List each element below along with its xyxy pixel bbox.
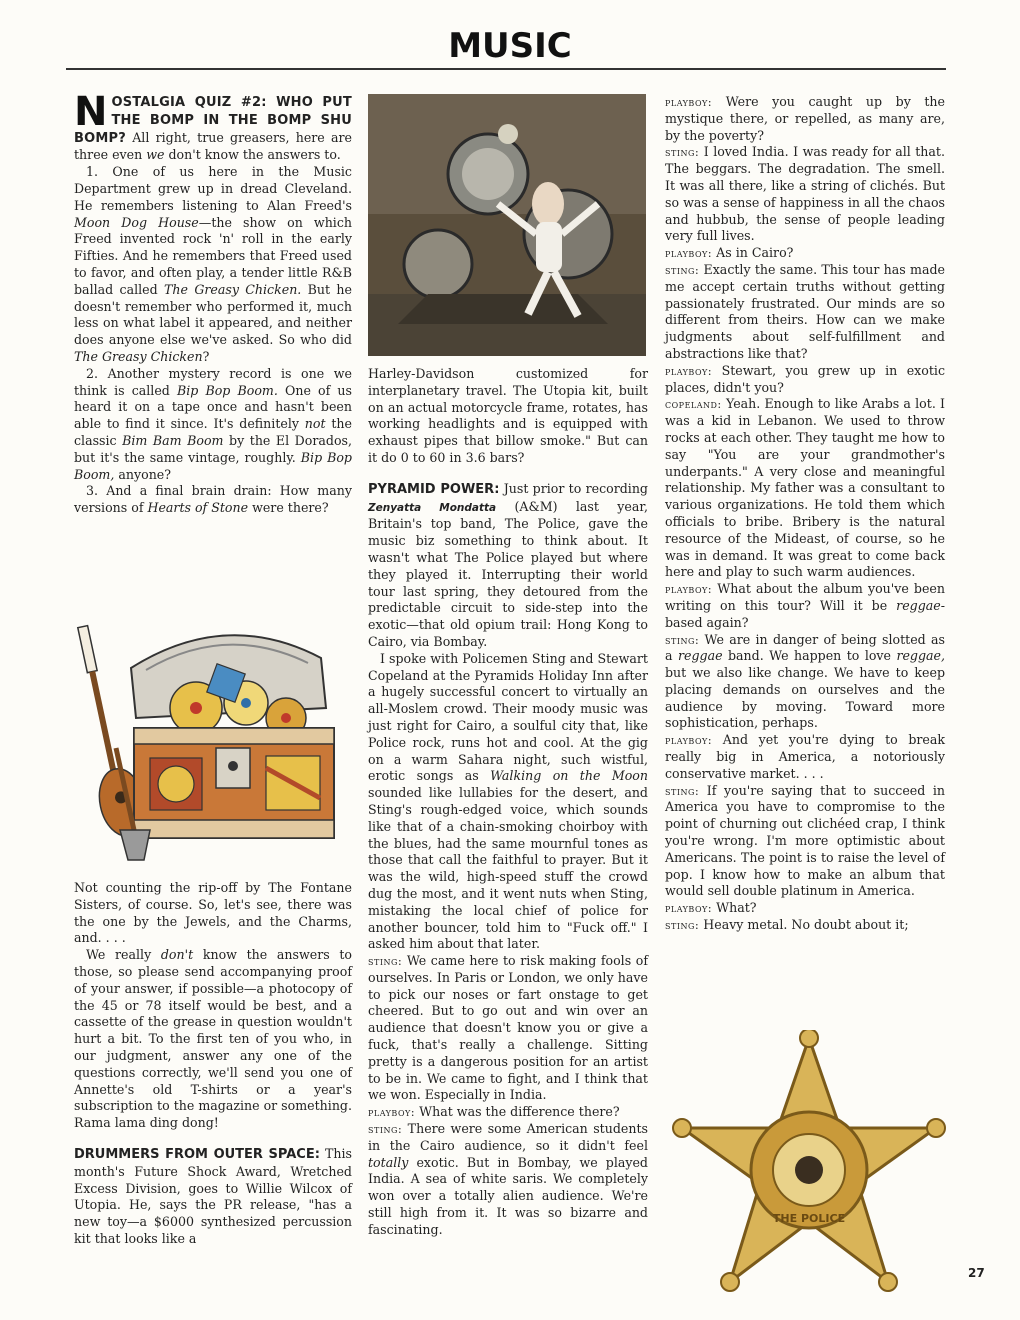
badge-text: THE POLICE: [772, 1212, 846, 1225]
quiz-intro-end: don't know the answers to.: [164, 147, 341, 163]
drummers-continued: Harley-Davidson customized for interplanetary travel. The Utopia kit, built on an actual motorcycle frame, rotates, has working headlights and is equipped with exhaust pipes that billow smoke." But can it do 0 to 60 in 3.6 bars?: [368, 366, 648, 465]
quiz-intro-em: we: [146, 147, 165, 163]
column-1-bottom: [74, 880, 352, 1248]
playboy-q: playboy: What about the album you've been writing on this tour? Will it be reggae-based again?: [665, 581, 945, 630]
quiz-intro: All right, true greasers, here are three even: [74, 129, 352, 163]
sting-a: sting: Exactly the same. This tour has made me accept certain truths without getting passionately frustrated. Our minds are so different from theirs. How can we make judgments about self-fulfillment and abstractions like that?: [665, 261, 945, 361]
playboy-q: playboy: Stewart, you grew up in exotic places, didn't you?: [665, 362, 945, 395]
quiz-instructions: We really don't know the answers to those, so please send accompanying proof of your answer, if possible—a photocopy of the 45 or 78 itself would be best, and a cassette of the grease in question wouldn't hurt a bit. To the first ten of you who, in our judgment, answer any one of the questions correctly, we'll send you one of Annette's old T-shirts or a year's subscription to the magazine or something. Rama lama ding dong!: [74, 947, 353, 1131]
playboy-question-1: playboy: What was the difference there?: [368, 1104, 620, 1120]
interview-intro: I spoke with Policemen Sting and Stewart Copeland at the Pyramids Holiday Inn after a hugely successful concert to virtually an all-Moslem crowd. Their moody music was just right for Cairo, a soulful city that, like Police rock, runs hot and cool. At the gig on a warm Sahara night, such wistful, erotic songs as Walking on the Moon sounded like lullabies for the desert, and Sting's rough-edged voice, which sounds like that of a chain-smoking choirboy with the blues, had the same mournful tones as those that call the faithful to prayer. But it was the wild, high-speed stuff the crowd dug the most, and it went nuts when Sting, mistaking the local chief of police for another bouncer, told him to "Fuck off." I asked him about that later.: [368, 650, 649, 952]
header-rule: [66, 68, 946, 70]
quiz-followup: Not counting the rip-off by The Fontane Sisters, of course. So, let's see, there was the one by the Jewels, and the Charms, and. . . .: [74, 880, 352, 946]
motorcycle-drum-kit-icon: [368, 94, 646, 356]
column-2: [368, 366, 648, 1239]
drum-kit-photo: [368, 94, 646, 356]
copeland-a: copeland: Yeah. Enough to like Arabs a lot. I was a kid in Lebanon. We used to throw rocks at each other. They taught me how to say "You are your grandmother's underpants." A very close and meaningful relationship. My father was a consultant to various organizations. He told them which officials to bribe. Bribery is the natural resource of the Mideast, of course, so he was in demand. It was great to come back here and play to such warm audiences.: [665, 396, 945, 580]
page-number: 27: [968, 1266, 985, 1280]
police-badge-illustration: [668, 1030, 950, 1302]
sting-answer-2: sting: There were some American students in the Cairo audience, so it didn't feel totally exotic. But in Bombay, we played India. A sea of white saris. We completely won over a totally alien audience. We're still high from it. It was so bizarre and fascinating.: [368, 1121, 648, 1237]
sting-a: sting: We are in danger of being slotted as a reggae band. We happen to love reggae, but we also like change. We have to keep placing demands on ourselves and the audience by moving. Toward more sophistication, perhaps.: [665, 631, 946, 731]
sting-a: sting: If you're saying that to succeed in America you have to compromise to the point of churning out clichéed crap, I think you're wrong. I'm more optimistic about Americans. The point is to raise the level of pop. I know how to make an album that would sell double platinum in America.: [665, 782, 945, 899]
drummers-paragraph: DRUMMERS FROM OUTER SPACE: This month's Future Shock Award, Wretched Excess Division, goes to Willie Wilcox of Utopia. He, says the PR release, "has a new toy—a $6000 synthesized percussion kit that looks like a: [74, 1145, 352, 1246]
section-title: MUSIC: [448, 26, 572, 66]
column-1: [74, 89, 353, 517]
drop-cap: N: [74, 89, 108, 135]
quiz-lead: [74, 89, 352, 164]
pyramid-heading: PYRAMID POWER:: [368, 481, 500, 497]
sheriff-star-icon: [668, 1030, 950, 1302]
quiz-question-3: 3. And a final brain drain: How many versions of Hearts of Stone were there?: [74, 483, 352, 516]
drummers-heading: DRUMMERS FROM OUTER SPACE:: [74, 1146, 320, 1162]
quiz-headline: OSTALGIA QUIZ #2: WHO PUT THE BOMP IN THE BOMP SHU BOMP?: [74, 95, 352, 146]
sting-answer-1: sting: We came here to risk making fools of ourselves. In Paris or London, we only have to pick our noses or fart onstage to get cheered. But to go out and win over an audience that doesn't know you or give a fuck, that's really a challenge. Sitting pretty is a dangerous position for an artist to be in. We came to fight, and I think that we won. Especially in India.: [368, 953, 648, 1103]
quiz-question-1: 1. One of us here in the Music Department grew up in dread Cleveland. He remembers listening to Alan Freed's Moon Dog House—the show on which Freed invented rock 'n' roll in the early Fifties. And he remembers that Freed used to favor, and often play, a tender little R&B ballad called The Greasy Chicken. But he doesn't remember who performed it, much less on what label it appeared, and neither does anyone else we've asked. So who did The Greasy Chicken?: [74, 164, 352, 364]
playboy-q: playboy: And yet you're dying to break really big in America, a notoriously conservative market. . . .: [665, 732, 945, 781]
treasure-chest-illustration: [76, 598, 346, 868]
sting-a: sting: Heavy metal. No doubt about it;: [665, 917, 909, 933]
playboy-q: playboy: What?: [665, 900, 757, 916]
sting-a: sting: I loved India. I was ready for all that. The beggars. The degradation. The smell. It was all there, like a string of clichés. But so was a sense of happiness in all the chaos and hubbub, the sense of people leading very full lives.: [665, 144, 945, 244]
pyramid-paragraph: PYRAMID POWER: Just prior to recording Zenyatta Mondatta (A&M) last year, Britain's top band, The Police, gave the music biz something to think about. It wasn't what The Police played but where they played it. Interrupting their world tour last spring, they detoured from the predictable circuit to side-step into the exotic—that old opium trail: Hong Kong to Cairo, via Bombay.: [368, 480, 648, 649]
treasure-chest-icon: [76, 598, 346, 868]
playboy-q: playboy: Were you caught up by the mystique there, or repelled, as many are, by the poverty?: [665, 94, 945, 143]
column-3: [665, 94, 945, 934]
playboy-q: playboy: As in Cairo?: [665, 245, 794, 261]
quiz-question-2: 2. Another mystery record is one we think is called Bip Bop Boom. One of us heard it on a tape once and hasn't been able to find it since. It's definitely not the classic Bim Bam Boom by the El Dorados, but it's the same vintage, roughly. Bip Bop Boom, anyone?: [74, 365, 353, 482]
